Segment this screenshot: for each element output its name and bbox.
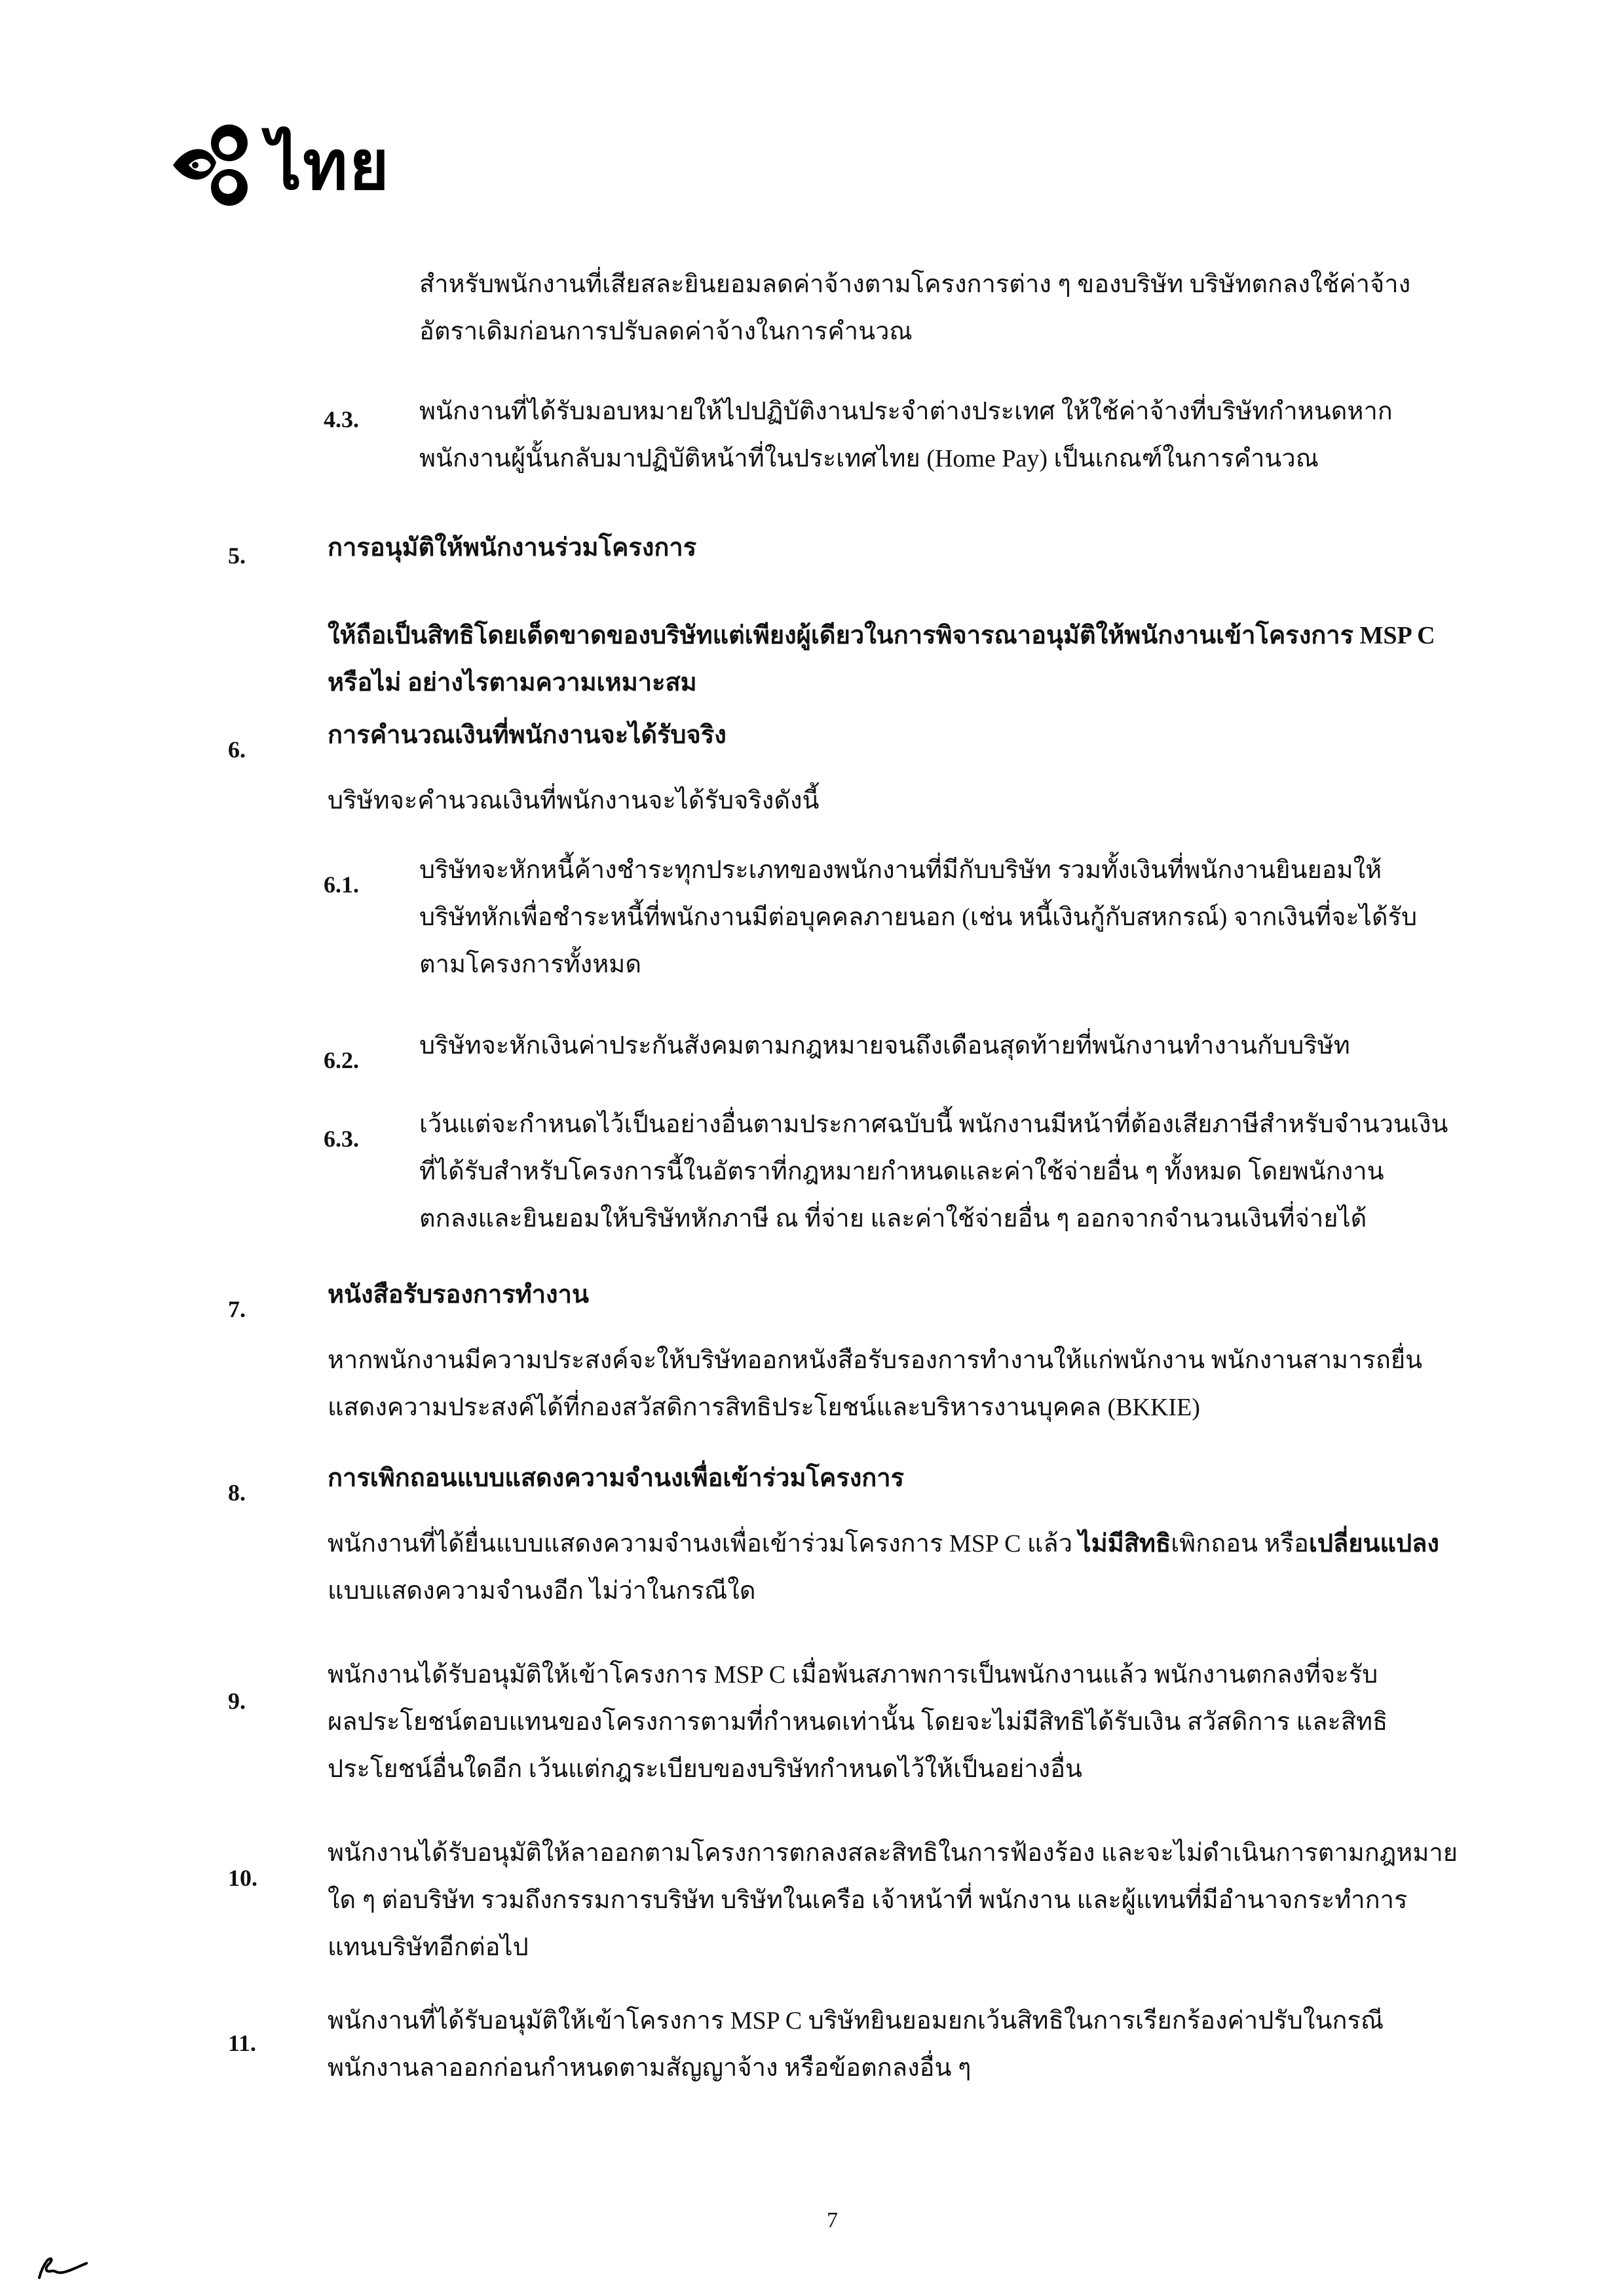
text-line: แสดงความประสงค์ได้ที่กองสวัสดิการสิทธิประโยชน์และบริหารงานบุคคล (BKKIE)	[328, 1394, 1200, 1421]
section-intro: บริษัทจะคำนวณเงินที่พนักงานจะได้รับจริงดังนี้	[328, 787, 820, 814]
text-line: พนักงานที่ได้รับอนุมัติให้เข้าโครงการ MSP C บริษัทยินยอมยกเว้นสิทธิในการเรียกร้องค่าปรับในกรณี	[328, 2007, 1384, 2035]
clause-number: 6.2.	[324, 1047, 359, 1073]
section-number: 5.	[228, 543, 246, 569]
emphasis-no-right: ไม่มีสิทธิ	[1078, 1530, 1171, 1558]
text-line: ผลประโยชน์ตอบแทนของโครงการตามที่กำหนดเท่านั้น โดยจะไม่มีสิทธิได้รับเงิน สวัสดิการ และสิทธิ	[328, 1708, 1388, 1736]
section-number: 9.	[228, 1688, 246, 1714]
text-segment: เพิกถอน หรือ	[1171, 1530, 1309, 1558]
text-line: ที่ได้รับสำหรับโครงการนี้ในอัตราที่กฎหมายกำหนดและค่าใช้จ่ายอื่น ๆ ทั้งหมด โดยพนักงาน	[419, 1158, 1384, 1185]
orchid-logo-icon	[169, 123, 253, 207]
clause-number: 6.1.	[324, 871, 359, 898]
text-line: พนักงานที่ได้รับมอบหมายให้ไปปฏิบัติงานประจำต่างประเทศ ให้ใช้ค่าจ้างที่บริษัทกำหนดหาก	[419, 398, 1393, 425]
text-line: แทนบริษัทอีกต่อไป	[328, 1934, 529, 1961]
section-number: 6.	[228, 737, 246, 763]
text-line: ให้ถือเป็นสิทธิโดยเด็ดขาดของบริษัทแต่เพียงผู้เดียวในการพิจารณาอนุมัติให้พนักงานเข้าโครงการ MSP C	[328, 622, 1435, 649]
clause-number: 6.3.	[324, 1126, 359, 1152]
text-line: พนักงานลาออกก่อนกำหนดตามสัญญาจ้าง หรือข้อตกลงอื่น ๆ	[328, 2054, 972, 2082]
section-number: 8.	[228, 1480, 246, 1506]
text-line: อัตราเดิมก่อนการปรับลดค่าจ้างในการคำนวณ	[419, 318, 913, 345]
page-number: 7	[827, 2208, 838, 2232]
text-line: หากพนักงานมีความประสงค์จะให้บริษัทออกหนังสือรับรองการทำงานให้แก่พนักงาน พนักงานสามารถยื่น	[328, 1347, 1423, 1374]
text-line: ตกลงและยินยอมให้บริษัทหักภาษี ณ ที่จ่าย และค่าใช้จ่ายอื่น ๆ ออกจากจำนวนเงินที่จ่ายได้	[419, 1205, 1367, 1233]
intro-paragraph	[419, 261, 1410, 355]
company-logo	[169, 123, 390, 207]
section-title: การคำนวณเงินที่พนักงานจะได้รับจริง	[328, 721, 727, 749]
text-line: ประโยชน์อื่นใดอีก เว้นแต่กฎระเบียบของบริษัทกำหนดไว้ให้เป็นอย่างอื่น	[328, 1755, 1083, 1783]
text-line: พนักงานได้รับอนุมัติให้ลาออกตามโครงการตกลงสละสิทธิในการฟ้องร้อง และจะไม่ดำเนินการตามกฎหมาย	[328, 1839, 1458, 1867]
text-line: พนักงานได้รับอนุมัติให้เข้าโครงการ MSP C เมื่อพ้นสภาพการเป็นพนักงานแล้ว พนักงานตกลงที่จะรับ	[328, 1661, 1378, 1689]
text-line: หรือไม่ อย่างไรตามความเหมาะสม	[328, 669, 697, 697]
text-segment: พนักงานที่ได้ยื่นแบบแสดงความจำนงเพื่อเข้าร่วมโครงการ MSP C แล้ว	[328, 1530, 1079, 1558]
section-number: 11.	[228, 2030, 257, 2056]
text-line: เว้นแต่จะกำหนดไว้เป็นอย่างอื่นตามประกาศฉบับนี้ พนักงานมีหน้าที่ต้องเสียภาษีสำหรับจำนวนเงิน	[419, 1111, 1448, 1138]
signature-initials-icon	[34, 2254, 93, 2280]
text-line: บริษัทจะหักเงินค่าประกันสังคมตามกฎหมายจนถึงเดือนสุดท้ายที่พนักงานทำงานกับบริษัท	[419, 1032, 1350, 1060]
text-line: บริษัทหักเพื่อชำระหนี้ที่พนักงานมีต่อบุคคลภายนอก (เช่น หนี้เงินกู้กับสหกรณ์) จากเงินที่จะได้รับ	[419, 904, 1418, 931]
text-line: แบบแสดงความจำนงอีก ไม่ว่าในกรณีใด	[328, 1577, 756, 1605]
emphasis-change: เปลี่ยนแปลง	[1308, 1530, 1439, 1558]
section-title: หนังสือรับรองการทำงาน	[328, 1281, 589, 1309]
text-line: ใด ๆ ต่อบริษัท รวมถึงกรรมการบริษัท บริษัทในเครือ เจ้าหน้าที่ พนักงาน และผู้แทนที่มีอำนาจกระทำการ	[328, 1886, 1408, 1914]
clause-number: 4.3.	[324, 406, 359, 432]
text-line: บริษัทจะหักหนี้ค้างชำระทุกประเภทของพนักงานที่มีกับบริษัท รวมทั้งเงินที่พนักงานยินยอมให้	[419, 856, 1382, 884]
logo-text: ไทย	[267, 124, 390, 205]
text-line: พนักงานผู้นั้นกลับมาปฏิบัติหน้าที่ในประเทศไทย (Home Pay) เป็นเกณฑ์ในการคำนวณ	[419, 445, 1319, 472]
text-line: ตามโครงการทั้งหมด	[419, 951, 641, 978]
section-title: การเพิกถอนแบบแสดงความจำนงเพื่อเข้าร่วมโครงการ	[328, 1464, 905, 1492]
section-number: 7.	[228, 1296, 246, 1322]
text-line: สำหรับพนักงานที่เสียสละยินยอมลดค่าจ้างตามโครงการต่าง ๆ ของบริษัท บริษัทตกลงใช้ค่าจ้าง	[419, 271, 1411, 298]
section-title: การอนุมัติให้พนักงานร่วมโครงการ	[328, 534, 697, 562]
text-line	[328, 1520, 1439, 1567]
section-number: 10.	[228, 1865, 257, 1891]
